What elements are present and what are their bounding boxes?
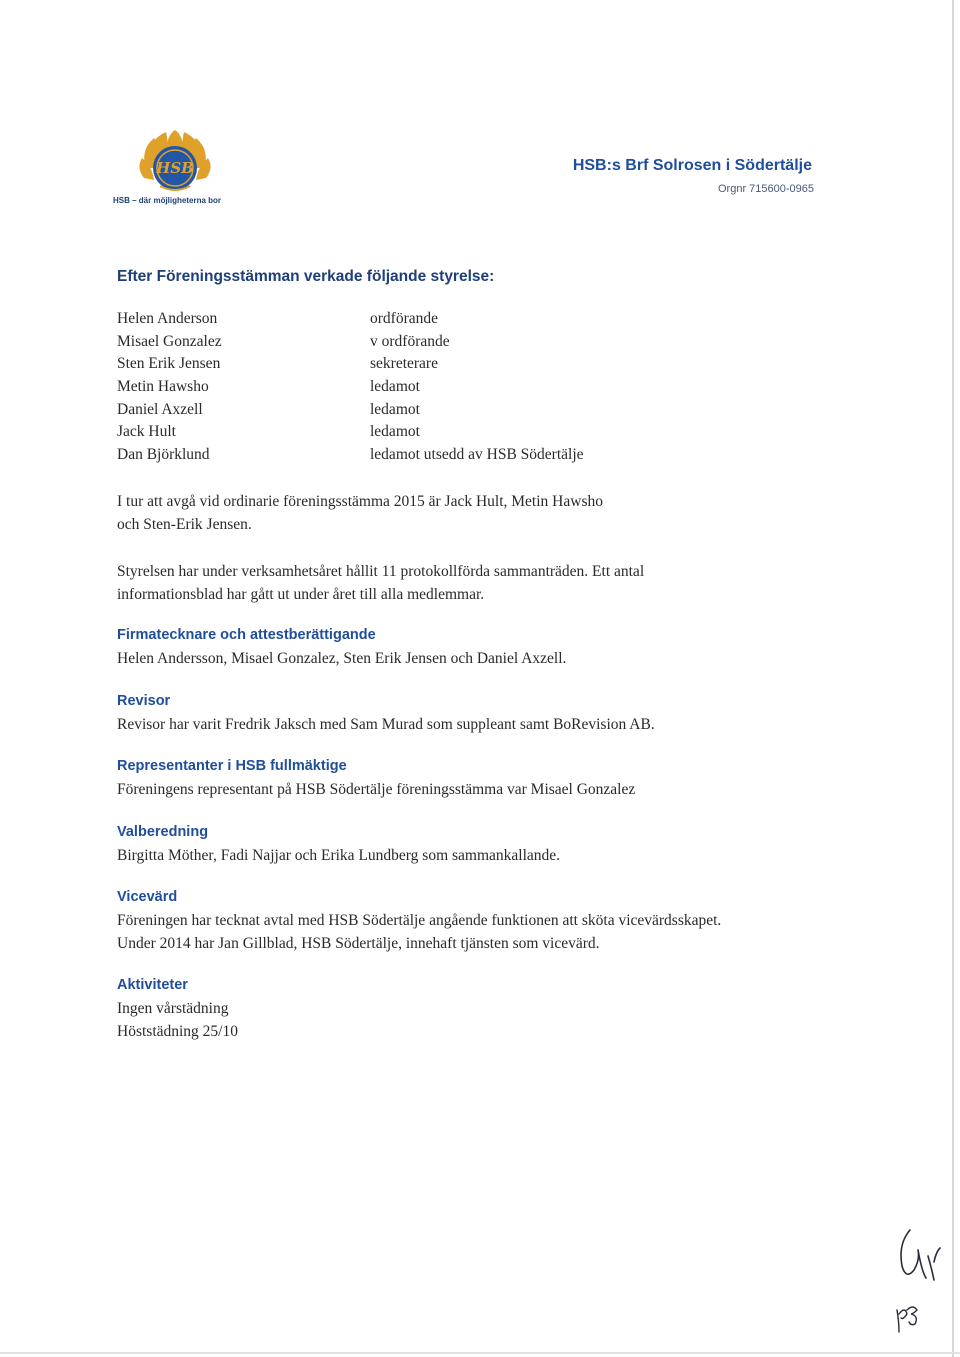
member-role: ordförande (370, 310, 438, 327)
member-name: Helen Anderson (117, 310, 218, 327)
paragraph-line: Föreningens representant på HSB Södertälje föreningsstämma var Misael Gonzalez (117, 781, 636, 798)
paragraph-line: Föreningen har tecknat avtal med HSB Södertälje angående funktionen att sköta vicevärdsskapet. (117, 912, 722, 929)
organization-name: HSB:s Brf Solrosen i Södertälje (572, 157, 812, 174)
nomination-heading: Valberedning (117, 824, 209, 840)
member-role: ledamot (370, 378, 420, 396)
paragraph-line: Under 2014 har Jan Gillblad, HSB Södertälje, innehaft tjänsten som vicevärd. (117, 935, 600, 952)
paragraph-line: Revisor har varit Fredrik Jaksch med Sam Murad som suppleant samt BoRevision AB. (117, 716, 655, 733)
paragraph-line: I tur att avgå vid ordinarie föreningsstämma 2015 är Jack Hult, Metin Hawsho (117, 493, 603, 510)
member-name: Misael Gonzalez (117, 332, 222, 350)
paragraph-line: Höststädning 25/10 (117, 1023, 238, 1040)
representatives-text (117, 778, 837, 801)
logo-text: HSB (156, 159, 194, 177)
paragraph-line: Styrelsen har under verksamhetsåret hållit 11 protokollförda sammanträden. Ett antal (117, 563, 645, 580)
paragraph-line: informationsblad har gått ut under året till alla medlemmar. (117, 586, 485, 603)
member-name: Daniel Axzell (117, 400, 203, 418)
representatives-heading: Representanter i HSB fullmäktige (117, 758, 347, 774)
signatories-heading: Firmatecknare och attestberättigande (117, 627, 376, 643)
scan-edge-bottom (0, 1352, 960, 1354)
caretaker-heading: Vicevärd (117, 889, 178, 905)
activities-heading: Aktiviteter (117, 977, 188, 993)
paragraph-line: och Sten-Erik Jensen. (117, 516, 252, 533)
auditor-text (117, 713, 837, 736)
member-name: Dan Björklund (117, 446, 210, 464)
board-heading: Efter Föreningsstämman verkade följande styrelse: (117, 268, 495, 285)
auditor-heading: Revisor (117, 693, 171, 709)
paragraph-line: Birgitta Möther, Fadi Najjar och Erika Lundberg som sammankallande. (117, 847, 561, 864)
handwritten-initials-signature (893, 1300, 929, 1334)
member-name: Sten Erik Jensen (117, 355, 221, 373)
signatories-text (117, 647, 837, 670)
member-role: v ordförande (370, 332, 450, 350)
meetings-paragraph (117, 560, 837, 606)
member-name: Jack Hult (117, 423, 176, 441)
resignation-paragraph (117, 490, 837, 536)
scan-edge-right (952, 0, 954, 1357)
member-name: Metin Hawsho (117, 378, 209, 396)
paragraph-line: Ingen vårstädning (117, 1000, 229, 1017)
paragraph-line: Helen Andersson, Misael Gonzalez, Sten Erik Jensen och Daniel Axzell. (117, 650, 567, 667)
member-role: ledamot utsedd av HSB Södertälje (370, 446, 584, 464)
hsb-logo-icon (136, 128, 214, 198)
organization-number: Orgnr 715600-0965 (717, 183, 814, 195)
member-role: sekreterare (370, 355, 438, 373)
caretaker-text (117, 909, 837, 955)
member-role: ledamot (370, 400, 420, 418)
nomination-text (117, 844, 837, 867)
activities-text (117, 997, 837, 1043)
logo-tagline: HSB – där möjligheterna bor (113, 196, 222, 205)
handwritten-initials-signature (888, 1222, 948, 1288)
member-role: ledamot (370, 423, 420, 441)
